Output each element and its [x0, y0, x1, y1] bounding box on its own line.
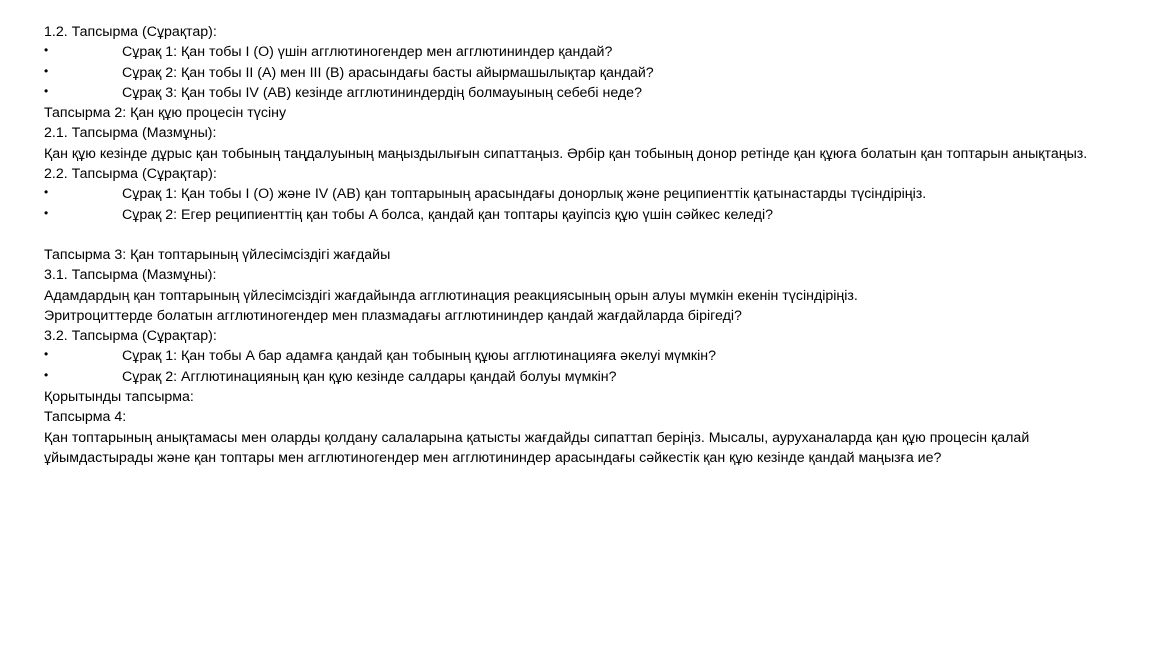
document-line: 2.2. Тапсырма (Сұрақтар): — [44, 166, 217, 183]
bullet-item-text: Сұрақ 1: Қан тобы I (О) үшін агглютиногендер мен агглютининдер қандай? — [122, 44, 613, 61]
bullet-icon: • — [44, 367, 49, 382]
bullet-icon: • — [44, 83, 49, 98]
bullet-item-text: Сұрақ 2: Агглютинацияның қан құю кезінде салдары қандай болуы мүмкін? — [122, 368, 617, 385]
bullet-icon: • — [44, 205, 49, 220]
bullet-list-item — [44, 42, 1110, 62]
document-line: 3.2. Тапсырма (Сұрақтар): — [44, 328, 217, 345]
bullet-list-item — [44, 83, 1110, 103]
document-line: Эритроциттерде болатын агглютиногендер мен плазмадағы агглютининдер қандай жағдайларда бірігеді? — [44, 307, 742, 324]
document-body — [44, 22, 1110, 468]
bullet-list-item — [44, 346, 1110, 366]
document-line: 3.1. Тапсырма (Мазмұны): — [44, 267, 217, 284]
bullet-list-item — [44, 184, 1110, 204]
document-line: Тапсырма 4: — [44, 409, 127, 426]
paragraph-spacer — [44, 225, 1110, 245]
document-line: Қорытынды тапсырма: — [44, 389, 194, 406]
bullet-icon: • — [44, 43, 49, 58]
bullet-list-item — [44, 205, 1110, 225]
bullet-item-text: Сұрақ 1: Қан тобы I (О) және IV (AB) қан топтарының арасындағы донорлық және реципиенттік қатынастарды түсіндіріңіз. — [122, 186, 927, 203]
bullet-list-item — [44, 63, 1110, 83]
bullet-list-item — [44, 367, 1110, 387]
bullet-item-text: Сұрақ 1: Қан тобы A бар адамға қандай қан тобының құюы агглютинацияға әкелуі мүмкін? — [122, 348, 716, 365]
document-paragraph: Қан топтарының анықтамасы мен оларды қолдану салаларына қатысты жағдайды сипаттап беріңіз. Мысалы, ауруханаларда қан құю процесін қалай ұйымдастырады және қан топтары мен агглютиногендер мен агглютининдер арасындағы сәйкестік қан құю кезінде қандай маңызға ие? — [44, 429, 1030, 466]
bullet-item-text: Сұрақ 2: Егер реципиенттің қан тобы A болса, қандай қан топтары қауіпсіз құю үшін сәйкес келеді? — [122, 206, 774, 223]
bullet-item-text: Сұрақ 2: Қан тобы II (A) мен III (B) арасындағы басты айырмашылықтар қандай? — [122, 64, 654, 81]
document-line: 1.2. Тапсырма (Сұрақтар): — [44, 24, 217, 40]
bullet-icon: • — [44, 63, 49, 78]
document-line: Адамдардың қан топтарының үйлесімсіздігі жағдайында агглютинация реакциясының орын алуы мүмкін екенін түсіндіріңіз. — [44, 287, 858, 304]
bullet-item-text: Сұрақ 3: Қан тобы IV (AB) кезінде агглютининдердің болмауының себебі неде? — [122, 84, 642, 101]
bullet-icon: • — [44, 185, 49, 200]
document-line: 2.1. Тапсырма (Мазмұны): — [44, 125, 217, 142]
document-line: Тапсырма 2: Қан құю процесін түсіну — [44, 105, 287, 122]
document-paragraph: Қан құю кезінде дұрыс қан тобының таңдалуының маңыздылығын сипаттаңыз. Әрбір қан тобының донор ретінде қан құюға болатын қан топтарын анықтаңыз. — [44, 145, 1088, 162]
bullet-icon: • — [44, 347, 49, 362]
document-line: Тапсырма 3: Қан топтарының үйлесімсіздігі жағдайы — [44, 246, 391, 263]
